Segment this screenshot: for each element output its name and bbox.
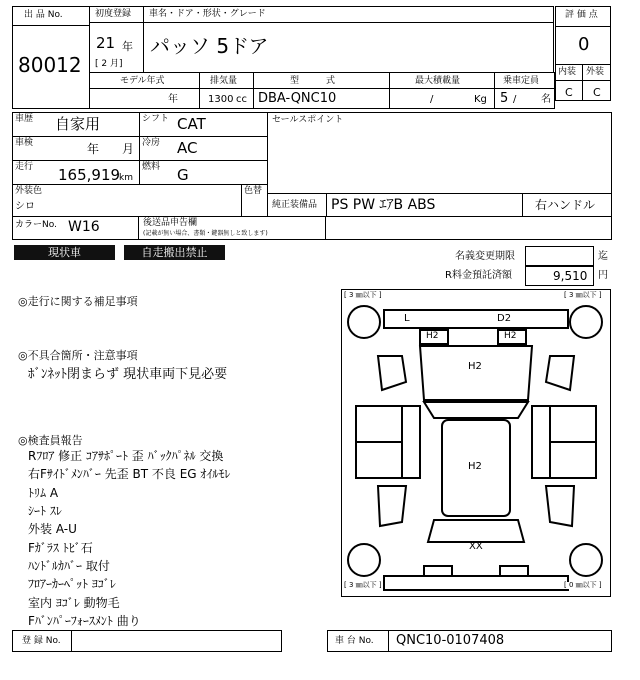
doc-label: 後送品申告欄	[143, 218, 198, 228]
sales-point-label: セールスポイント	[272, 115, 344, 125]
reg-no-label: 登 録 No.	[22, 636, 61, 646]
recycle-label: R料金預託済額	[445, 270, 512, 281]
ac-label: 冷房	[142, 138, 161, 148]
inspection-year: 年	[87, 142, 100, 156]
rear-bumper	[384, 576, 568, 590]
door-front-right	[550, 406, 596, 442]
rear-glass	[428, 520, 524, 542]
color-no-value: W16	[68, 219, 100, 235]
name-change-label: 名義変更期限	[455, 251, 515, 262]
tire-rl-depth: [ 3 ㎜以下 ]	[344, 581, 382, 589]
inspector-line: 右Fｻｲﾄﾞﾒﾝﾊﾞｰ 先歪 BT 不良 EG ｵｲﾙﾓﾚ	[28, 467, 231, 481]
first-reg-label: 初度登録	[95, 9, 132, 19]
inspection-month: 月	[122, 142, 135, 156]
door-front-left	[356, 406, 402, 442]
model-year-unit: 年	[168, 94, 178, 105]
doc-note: (記載が無い場合、書類・鍵器無しと致します)	[143, 230, 268, 237]
type-code: DBA-QNC10	[258, 91, 337, 106]
defect-title: ◎不具合箇所・注意事項	[18, 349, 138, 362]
equipment-value: PS PW ｴｱB ABS	[331, 197, 436, 213]
max-load-unit: Kg	[474, 94, 487, 105]
ext-color-label: 外装色	[15, 186, 43, 196]
defect-line: ﾎﾞﾝﾈｯﾄ閉まらず 現状車両下見必要	[28, 367, 228, 382]
fender-front-right	[546, 356, 574, 390]
tire-fl-depth: [ 3 ㎜以下 ]	[344, 291, 382, 299]
name-change-suffix: 迄	[598, 251, 608, 262]
taillight-left	[424, 566, 452, 576]
tire-fr-depth: [ 3 ㎜以下 ]	[564, 291, 602, 299]
equipment-label: 純正装備品	[272, 200, 318, 210]
eval-sub-mid	[555, 80, 611, 81]
recycle-unit: 円	[598, 270, 608, 281]
tire-rear-left	[348, 544, 380, 576]
pillar-right	[532, 406, 550, 478]
history-label: 車歴	[15, 114, 34, 124]
car-name-label: 車名・ドア・形状・グレード	[149, 9, 266, 19]
info-row-1	[12, 112, 268, 137]
car-name: パッソ 5ドア	[150, 34, 269, 58]
chassis-label: 車 台 No.	[335, 636, 374, 646]
mileage-unit: km	[119, 173, 133, 183]
displacement-label: 排気量	[210, 76, 238, 86]
inspector-line: Fﾊﾞﾝﾊﾟｰﾌｫｰｽﾒﾝﾄ 曲り	[28, 614, 141, 628]
mark-l: L	[404, 313, 410, 324]
inspector-line: 室内 ﾖｺﾞﾚ 動物毛	[28, 596, 120, 610]
mileage-value: 165,919	[58, 166, 121, 184]
max-load-label: 最大積載量	[415, 76, 461, 86]
color-no-label: カラーNo.	[15, 220, 57, 230]
front-bumper	[384, 310, 568, 328]
inspector-line: Rﾌﾛｱ 修正 ｺｱｻﾎﾟｰﾄ 歪 ﾊﾞｯｸﾊﾟﾈﾙ 交換	[28, 449, 224, 463]
inspection-label: 車検	[15, 138, 34, 148]
info-row-2	[12, 136, 268, 161]
inspector-line: ﾊﾝﾄﾞﾙｶﾊﾞｰ 取付	[28, 559, 110, 573]
pillar-left	[402, 406, 420, 478]
tire-rr-depth: [ 0 ㎜以下 ]	[564, 581, 602, 589]
first-reg-year: 21	[96, 34, 116, 52]
capacity-unit: 名	[541, 94, 551, 105]
car-diagram	[341, 289, 611, 597]
fender-rear-right	[546, 486, 574, 526]
lot-number: 80012	[18, 53, 82, 77]
inspector-line: ﾌﾛｱｰｶｰﾍﾟｯﾄ ﾖｺﾞﾚ	[28, 577, 116, 591]
taillight-right	[500, 566, 528, 576]
inspector-title: ◎検査員報告	[18, 434, 83, 447]
fender-front-left	[378, 356, 406, 390]
first-reg-year-unit: 年	[122, 40, 133, 53]
color-change-label: 色替	[244, 186, 263, 196]
capacity-sep: /	[513, 94, 517, 105]
interior-label: 内装	[558, 67, 577, 77]
exterior-grade: C	[593, 86, 601, 99]
mark-h2-left: H2	[426, 331, 439, 341]
shift-value: CAT	[177, 115, 206, 133]
inspector-line: Fｶﾞﾗｽ ﾄﾋﾞ石	[28, 541, 93, 555]
eval-score: 0	[578, 34, 590, 55]
mark-rear: XX	[469, 541, 483, 552]
tire-front-left	[348, 306, 380, 338]
hood	[420, 346, 532, 400]
door-rear-left	[356, 442, 402, 478]
ext-color-box	[12, 184, 268, 217]
windshield	[424, 402, 528, 418]
ac-value: AC	[177, 139, 198, 157]
inspector-line: ｼｰﾄ ｽﾚ	[28, 504, 62, 518]
lot-label: 出 品 No.	[24, 10, 63, 20]
mark-hood: H2	[468, 361, 482, 372]
chassis-no: QNC10-0107408	[396, 633, 505, 648]
fuel-label: 燃料	[142, 162, 161, 172]
exterior-label: 外装	[586, 67, 605, 77]
fender-rear-left	[378, 486, 406, 526]
tire-rear-right	[570, 544, 602, 576]
model-year-label: モデル年式	[120, 76, 165, 86]
shift-label: シフト	[142, 114, 170, 124]
tire-front-right	[570, 306, 602, 338]
driving-notes-title: ◎走行に関する補足事項	[18, 295, 138, 308]
current-car-badge: 現状車	[14, 245, 115, 260]
displacement-value: 1300	[208, 94, 234, 105]
ext-color-value: シロ	[15, 201, 35, 212]
steering-value: 右ハンドル	[535, 198, 596, 212]
name-change-box	[525, 246, 594, 266]
capacity-label: 乗車定員	[503, 76, 540, 86]
mileage-label: 走行	[15, 162, 34, 172]
displacement-unit: cc	[236, 94, 247, 105]
capacity-value: 5	[500, 91, 509, 106]
max-load-sep: /	[430, 94, 434, 105]
eval-label: 評 価 点	[565, 10, 598, 20]
mark-roof: H2	[468, 461, 482, 472]
inspector-line: ﾄﾘﾑ A	[28, 486, 59, 500]
no-self-drive-badge: 自走搬出禁止	[124, 245, 225, 260]
door-rear-right	[550, 442, 596, 478]
interior-grade: C	[565, 86, 573, 99]
recycle-amount: 9,510	[553, 269, 588, 283]
fuel-value: G	[177, 166, 189, 184]
first-reg-month: [ 2 月]	[95, 59, 123, 69]
mark-d2: D2	[497, 313, 512, 324]
mark-h2-right: H2	[504, 331, 517, 341]
type-label: 型 式	[290, 76, 336, 86]
history-value: 自家用	[55, 115, 101, 133]
inspector-line: 外装 A-U	[28, 522, 77, 536]
